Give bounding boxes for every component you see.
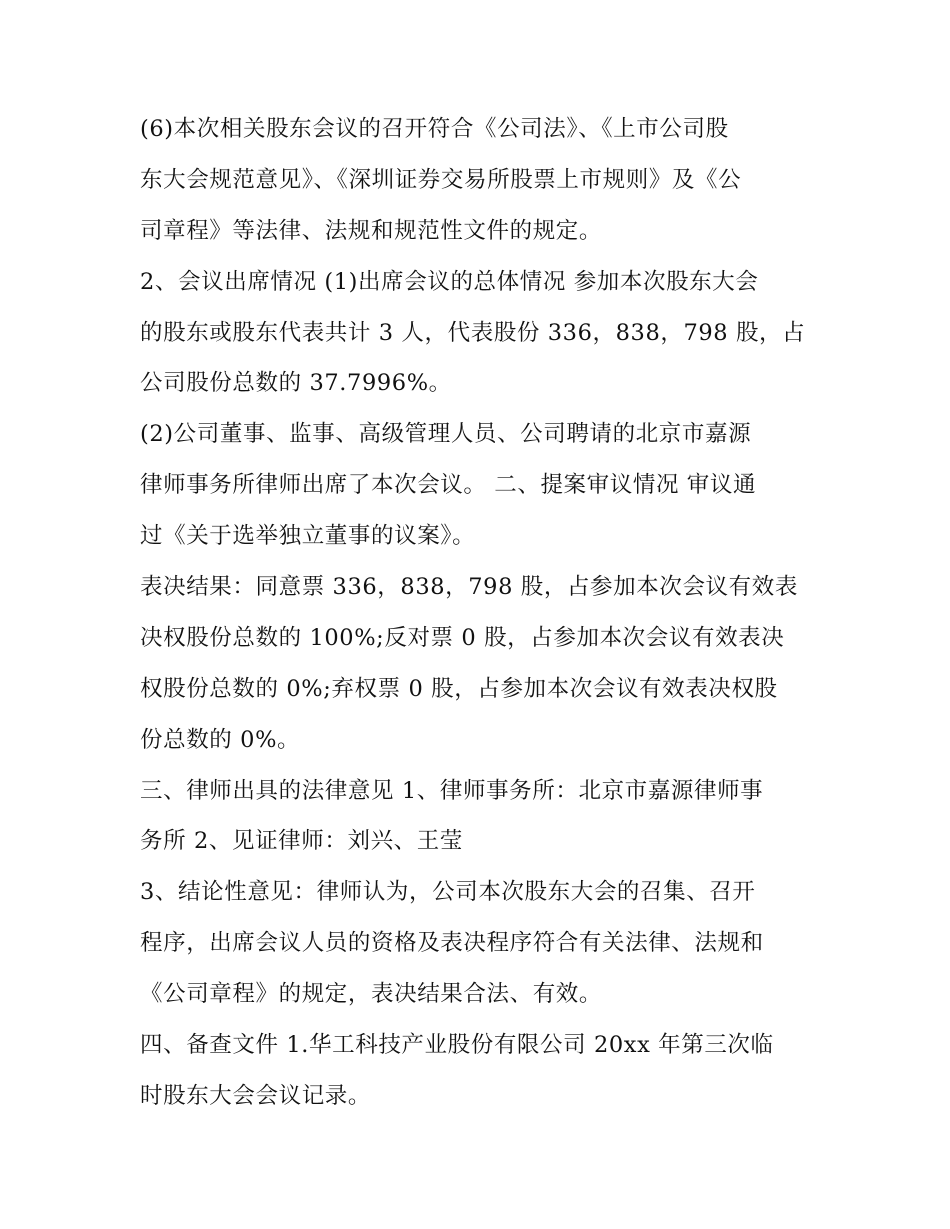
text-line: 务所 2、见证律师：刘兴、王莹 xyxy=(140,828,463,855)
text-line: 东大会规范意见》、《深圳证券交易所股票上市规则》及《公 xyxy=(140,166,742,193)
text-line: 权股份总数的 0%;弃权票 0 股，占参加本次会议有效表决权股 xyxy=(140,675,778,702)
text-line: 公司股份总数的 37.7996%。 xyxy=(140,370,452,397)
text-line: 过《关于选举独立董事的议案》。 xyxy=(140,523,476,550)
document-body xyxy=(140,104,820,1122)
text-line: 决权股份总数的 100%;反对票 0 股，占参加本次会议有效表决 xyxy=(140,624,785,651)
text-line: (2)公司董事、监事、高级管理人员、公司聘请的北京市嘉源 xyxy=(140,421,752,448)
text-line: 四、备查文件 1.华工科技产业股份有限公司 20xx 年第三次临 xyxy=(140,1032,774,1059)
text-line: (6)本次相关股东会议的召开符合《公司法》、《上市公司股 xyxy=(140,116,729,142)
text-line: 时股东大会会议记录。 xyxy=(140,1082,372,1109)
text-line: 程序，出席会议人员的资格及表决程序符合有关法律、法规和 xyxy=(140,930,764,957)
text-line: 三、律师出具的法律意见 1、律师事务所：北京市嘉源律师事 xyxy=(140,777,764,804)
text-line: 司章程》等法律、法规和规范性文件的规定。 xyxy=(140,217,603,244)
text-line: 份总数的 0%。 xyxy=(140,726,301,753)
text-line: 律师事务所律师出席了本次会议。 二、提案审议情况 审议通 xyxy=(140,472,757,499)
text-line: 表决结果：同意票 336，838，798 股，占参加本次会议有效表 xyxy=(140,574,798,601)
text-line: 《公司章程》的规定，表决结果合法、有效。 xyxy=(140,981,603,1008)
text-line: 3、结论性意见：律师认为，公司本次股东大会的召集、召开 xyxy=(140,879,756,906)
text-line: 2、会议出席情况 (1)出席会议的总体情况 参加本次股东大会 xyxy=(140,268,759,295)
text-line: 的股东或股东代表共计 3 人，代表股份 336，838，798 股，占 xyxy=(140,319,806,346)
